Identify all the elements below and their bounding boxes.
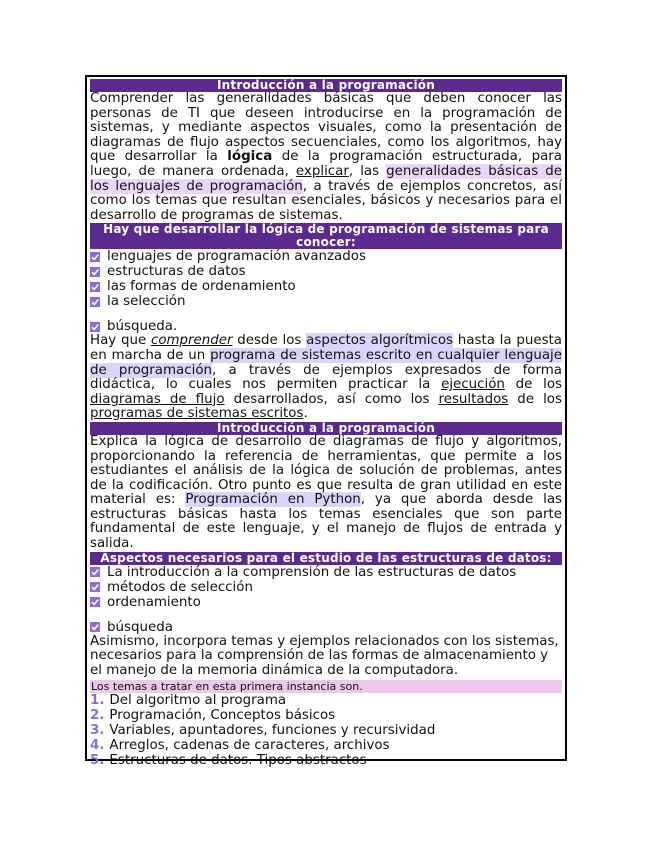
checklist-item [90,565,562,580]
text-run: Explica la lógica de desarrollo de diagramas de flujo y algoritmos, proporcionando la referencia de herramientas, que permite a los estudiantes el análisis de la lógica de solución de problemas, antes de la codificación. Otro punto es que resulta de gran utilidad en este material es: [90,433,562,508]
topic-number: 5. [90,753,105,769]
topic-label: Programación, Conceptos básicos [109,708,336,724]
text-run: hasta la puesta en marcha de un [90,333,562,363]
highlight-python: Programación en Python [185,492,361,508]
underlined-diagramas: diagramas de flujo [90,391,225,407]
text-run: , ya que aborda desde las estructuras básicas hasta los temas esenciales que son parte fundamental de este lenguaje, y el manejo de flujos de entrada y salida. [90,492,563,552]
checkbox-icon [90,267,100,277]
highlight-generalidades: generalidades básicas de los lenguajes de programación [90,163,562,194]
checklist-item [90,595,562,610]
text-run: de la programación estructurada, para luego, de manera ordenada, [90,149,562,179]
text-run: , a través de ejemplos concretos, así como los temas que resultan esenciales, básicos y necesarios para el desarrollo de programas de sistemas. [90,178,562,223]
comprender-paragraph [90,334,562,422]
highlight-programa: programa de sistemas escrito en cualquier lenguaje de programación [90,347,562,378]
checklist-label: la selección [107,294,186,310]
text-run: . [303,406,308,422]
section-title-desarrollar: Hay que desarrollar la lógica de programación de sistemas para conocer: [90,223,562,249]
text-run: , las [348,163,387,179]
checklist-label: búsqueda. [107,319,178,335]
checklist-item [90,294,562,309]
checklist-item [90,264,562,279]
topic-item [90,738,562,753]
list-gap [90,610,562,620]
checklist-label: ordenamiento [107,594,201,610]
text-run: desde los [232,333,307,349]
topic-label: Estructuras de datos. Tipos abstractos [109,753,367,769]
checklist-item [90,580,562,595]
topic-item [90,753,562,768]
text-run: desarrollados, así como los [224,391,439,407]
checklist-label: La introducción a la comprensión de las estructuras de datos [107,564,517,580]
highlight-aspectos: aspectos algorítmicos [306,333,454,349]
checkbox-icon [90,282,100,292]
topic-label: Del algoritmo al programa [109,693,287,709]
checklist-item [90,620,562,635]
text-run: Hay que [90,333,151,349]
underlined-explicar: explicar [295,163,349,179]
checklist-label: lenguajes de programación avanzados [107,249,366,265]
checklist-aspectos [90,565,562,635]
explica-paragraph [90,435,562,552]
topic-item [90,723,562,738]
topic-number: 4. [90,738,105,754]
underlined-programas: programas de sistemas escritos [90,406,304,422]
italic-comprender: comprender [150,333,233,349]
section-title-intro: Introducción a la programación [90,79,562,92]
section-title-aspectos: Aspectos necesarios para el estudio de las estructuras de datos: [90,552,562,565]
bold-logica: lógica [227,149,273,165]
topic-label: Variables, apuntadores, funciones y recursividad [109,723,436,739]
section-title-intro-2: Introducción a la programación [90,422,562,435]
checkbox-icon [90,567,100,577]
topic-number: 2. [90,708,105,724]
text-run: de los [504,377,562,393]
intro-paragraph [90,92,562,223]
topic-label: Arreglos, cadenas de caracteres, archivos [109,738,390,754]
checklist-item [90,249,562,264]
checkbox-icon [90,622,100,632]
checkbox-icon [90,297,100,307]
underlined-ejecucion: ejecución [441,377,505,393]
document-frame [85,75,567,769]
checklist-item [90,279,562,294]
text-run: de los [508,391,562,407]
checkbox-icon [90,322,100,332]
checklist-label: estructuras de datos [107,264,246,280]
asimismo-paragraph: Asimismo, incorpora temas y ejemplos relacionados con los sistemas, necesarios para la comprensión de las formas de almacenamiento y el manejo de la memoria dinámica de la computadora. [90,633,559,678]
checkbox-icon [90,582,100,592]
checklist-label: búsqueda [107,619,173,635]
topic-item [90,693,562,708]
topics-note: Los temas a tratar en esta primera instancia son. [90,680,562,693]
topic-number: 1. [90,693,105,709]
checklist-label: métodos de selección [107,579,253,595]
text-run: , a través de ejemplos expresados de forma didáctica, lo cuales nos permiten practicar la [90,362,562,393]
checkbox-icon [90,252,100,262]
list-gap [90,309,562,319]
topics-list [90,693,562,768]
text-run: Comprender las generalidades básicas que deben conocer las personas de TI que deseen introducirse en la programación de sistemas, y mediante aspectos visuales, como la presentación de diagramas de flujo aspectos secuenciales, como los algoritmos, hay que desarrollar la [90,91,562,165]
checklist-label: las formas de ordenamiento [107,279,296,295]
checklist-desarrollar [90,249,562,334]
checkbox-icon [90,597,100,607]
topic-item [90,708,562,723]
underlined-resultados: resultados [438,391,509,407]
topic-number: 3. [90,723,105,739]
